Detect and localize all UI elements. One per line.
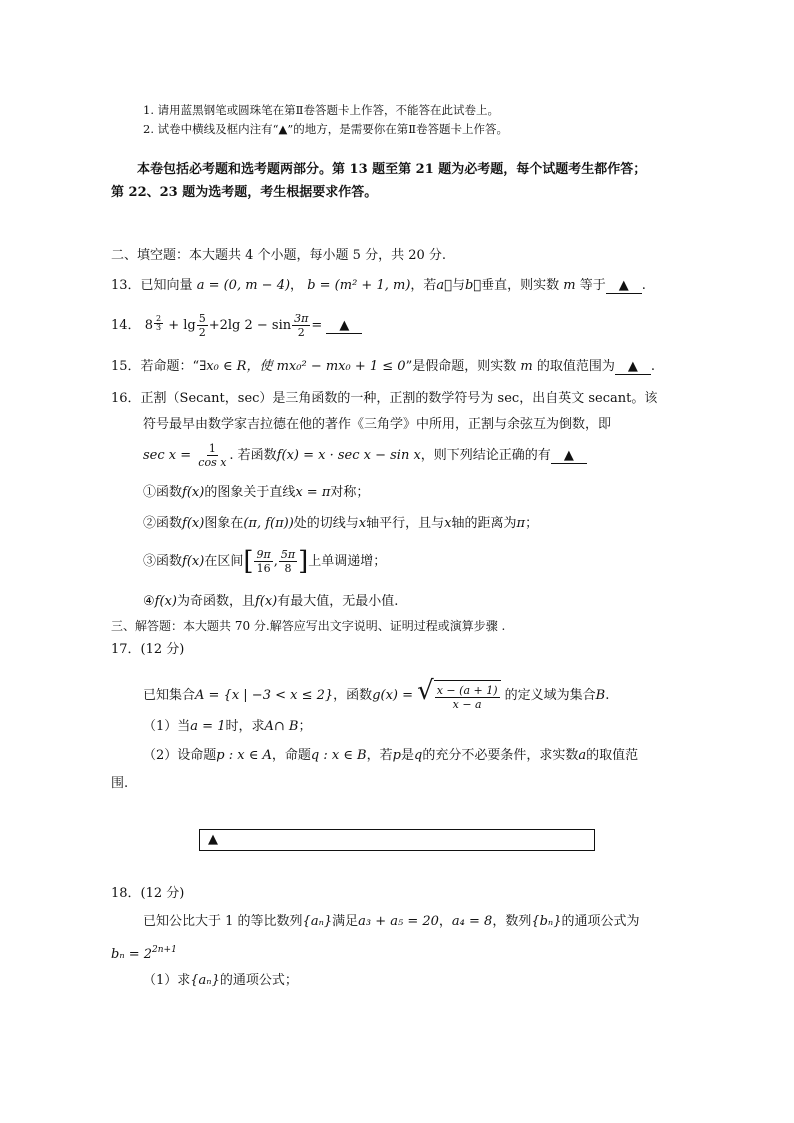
q17-text-b: ，函数: [333, 688, 373, 703]
q16-opt3-c: 上单调递增；: [308, 554, 387, 569]
intro-line-1: 本卷包括必考题和选考题两部分。第 13 题至第 21 题为必考题，每个试题考生都作答；: [137, 162, 647, 177]
q16-opt1-f: f(x): [182, 485, 205, 500]
q17-p2-c: ，若: [366, 748, 393, 763]
q16-opt1-a: ①函数: [143, 485, 183, 500]
q16-option-2: [143, 514, 538, 534]
q17-part-1: [143, 717, 311, 737]
q14-answer-blank: ▲: [326, 319, 362, 334]
instruction-2: 2. 试卷中横线及框内注有“▲”的地方，是需要你在第Ⅱ卷答题卡上作答。: [143, 122, 509, 136]
q16-opt2-x2: x: [444, 516, 452, 531]
q14-base: 8: [144, 318, 153, 333]
q13-text-e: 等于: [579, 278, 606, 293]
q15-text-c: 的取值范围为: [536, 359, 615, 374]
q17-p2-q: q : x ∈ B: [310, 748, 367, 763]
q18-bn-formula: [111, 940, 177, 965]
q13-answer-blank: ▲: [606, 279, 642, 294]
q18-text-d: ，数列: [492, 914, 532, 929]
q17-p2-a: （2）设命题: [143, 748, 217, 763]
q16-opt2-f2: 轴的距离为: [451, 516, 517, 531]
q18-text-a: 已知公比大于 1 的等比数列: [143, 914, 303, 929]
q18-text-c: ，: [438, 914, 452, 929]
q13-text-b: ，若: [410, 278, 437, 293]
q18-p1-seq: {aₙ}: [190, 973, 220, 988]
question-16-line-1: [111, 389, 657, 409]
q14-frac-1: $\frac{5}{2}$: [198, 312, 206, 339]
q16-opt4-b: 为奇函数，且: [176, 594, 255, 609]
q17-part-2-line-2: 围.: [111, 776, 129, 791]
q17-end: .: [605, 688, 610, 703]
q17-p1-expr: A∩ B: [264, 719, 299, 734]
question-16-line-2: 符号最早由数学家吉拉德在他的著作《三角学》中所用，正割与余弦互为倒数，即: [143, 417, 612, 432]
q17-p1-b: 时，求: [225, 719, 265, 734]
q16-sec-lhs: sec x =: [143, 448, 192, 463]
q13-sep: ，: [290, 278, 304, 293]
q16-line-1-text: 正割（Secant，sec）是三角函数的一种，正割的数学符号为 sec，出自英文 secant。该: [140, 391, 658, 406]
q17-p2-d: 是: [400, 748, 414, 763]
q16-opt3-f: f(x): [182, 554, 205, 569]
q13-text-d: 垂直，则实数: [481, 278, 560, 293]
q17-answer-box: [199, 829, 595, 851]
q16-opt4-a: ④: [143, 594, 155, 609]
q18-part-1: [143, 971, 298, 991]
q17-set-b: B: [595, 688, 606, 703]
q15-condition: ∃x₀ ∈ R，使 mx₀² − mx₀ + 1 ≤ 0: [199, 359, 406, 374]
q15-answer-blank: ▲: [615, 360, 651, 375]
q17-rad-frac: $\frac{x - (a + 1)}{x - a}$: [436, 684, 498, 711]
right-bracket-icon: ]: [298, 546, 309, 577]
q14-exponent: $\frac{2}{3}$: [155, 314, 162, 332]
sqrt-icon: √: [417, 676, 434, 706]
q18-seq-b: {bₙ}: [531, 914, 562, 929]
q16-opt2-a: ②函数: [143, 516, 183, 531]
q18-seq-a: {aₙ}: [302, 914, 333, 929]
q17-sqrt: [417, 676, 500, 715]
q17-number: 17．(12 分): [111, 642, 185, 657]
question-14: [111, 312, 362, 339]
q16-opt3-b: 在区间: [204, 554, 244, 569]
q13-text-c: 与: [451, 278, 465, 293]
q15-number: 15．: [111, 359, 141, 374]
answer-triangle-icon: ▲: [208, 832, 218, 847]
q16-opt2-c: (π, f(π)): [243, 516, 294, 531]
q17-p2-av: a: [578, 748, 587, 763]
q16-opt1-b: 的图象关于直线: [204, 485, 296, 500]
q16-sec-frac: $\frac{1}{\text{cos x}}$: [198, 442, 227, 469]
q17-p2-pv: p: [392, 748, 401, 763]
q16-opt2-x1: x: [358, 516, 367, 531]
q18-cond-1: a₃ + a₅ = 20: [358, 914, 439, 929]
q13-a-arrow-icon: a⃗: [436, 278, 452, 293]
q17-text-c: 的定义域为集合: [504, 688, 596, 703]
q13-end: .: [641, 278, 646, 293]
section-2-heading: 二、填空题：本大题共 4 个小题，每小题 5 分，共 20 分.: [111, 248, 447, 263]
q18-text-b: 满足: [332, 914, 359, 929]
q17-g: g(x) =: [372, 688, 414, 703]
q16-answer-blank: ▲: [551, 449, 587, 464]
q16-option-1: [143, 483, 369, 503]
q17-text-a: 已知集合: [143, 688, 196, 703]
q16-opt1-c: x = π: [295, 485, 331, 500]
q17-p2-f: 的取值范: [586, 748, 639, 763]
q16-number: 16．: [111, 391, 141, 406]
q16-opt1-d: 对称；: [330, 485, 370, 500]
q14-expr-c: +2lg 2 − sin: [208, 318, 292, 333]
q16-text-a: . 若函数: [229, 448, 277, 463]
q16-opt2-b: 图象在: [204, 516, 244, 531]
q17-p1-end: ；: [298, 719, 312, 734]
q18-bn-lhs: bₙ = 2: [111, 947, 153, 962]
q16-opt4-c: 有最大值，无最小值.: [277, 594, 399, 609]
q18-text-e: 的通项公式为: [561, 914, 640, 929]
q15-text-a: 若命题：“: [140, 359, 200, 374]
q13-vec-a: a = (0, m − 4): [196, 278, 291, 293]
left-bracket-icon: [: [243, 546, 254, 577]
q13-number: 13．: [111, 278, 141, 293]
question-15: [111, 357, 655, 377]
q17-stem: [143, 676, 609, 715]
q18-p1-b: 的通项公式；: [219, 973, 298, 988]
q15-var: m: [520, 359, 533, 374]
q15-end: .: [650, 359, 655, 374]
q17-p2-qv: q: [413, 748, 423, 763]
q13-var: m: [563, 278, 576, 293]
q16-option-4: [143, 592, 398, 612]
question-13: [111, 276, 646, 296]
q18-p1-a: （1）求: [143, 973, 191, 988]
q16-text-b: ，则下列结论正确的有: [420, 448, 551, 463]
q16-opt3-a: ③函数: [143, 554, 183, 569]
intro-line-2: 第 22、23 题为选考题，考生根据要求作答。: [111, 185, 378, 200]
q13-vec-b: b = (m² + 1, m): [307, 278, 411, 293]
q16-opt4-f: f(x): [154, 594, 177, 609]
q18-bn-exponent: 2n+1: [152, 945, 177, 955]
q15-text-b: ”是假命题，则实数: [405, 359, 517, 374]
q16-opt2-f: f(x): [182, 516, 205, 531]
q17-p1-a: （1）当: [143, 719, 191, 734]
q17-p2-p: p : x ∈ A: [216, 748, 272, 763]
q14-frac-2: $\frac{3\pi}{2}$: [294, 312, 309, 339]
instruction-1: 1. 请用蓝黑钢笔或圆珠笔在第Ⅱ卷答题卡上作答，不能答在此试卷上。: [143, 103, 499, 117]
q13-b-arrow-icon: b⃗: [464, 278, 482, 293]
q14-expr-d: =: [311, 318, 323, 333]
q16-opt3-right-frac: $\frac{5\pi}{8}$: [280, 548, 296, 575]
q13-text-a: 已知向量: [140, 278, 193, 293]
q17-set-a: A = {x | −3 < x ≤ 2}: [195, 688, 334, 703]
q17-p2-b: ，命题: [271, 748, 311, 763]
q16-opt2-pi: π: [516, 516, 526, 531]
q16-opt4-f2: f(x): [254, 594, 278, 609]
q17-p2-e: 的充分不必要条件，求实数: [422, 748, 579, 763]
q18-cond-2: a₄ = 8: [451, 914, 493, 929]
q17-part-2: [143, 746, 638, 766]
q16-function-def: f(x) = x · sec x − sin x: [276, 448, 421, 463]
q16-opt3-left-frac: $\frac{9\pi}{16}$: [256, 548, 271, 575]
q17-p1-cond: a = 1: [190, 719, 226, 734]
q16-option-3: ③函数f(x)在区间[ $\frac{9\pi}{16}$ , $\frac{5\pi}{8}$ ]上单调递增；: [143, 546, 387, 577]
q18-stem: [143, 912, 639, 932]
question-16-line-3: [143, 441, 587, 471]
q18-number: 18．(12 分): [111, 886, 185, 901]
q16-opt2-d: 处的切线与: [293, 516, 359, 531]
q14-number: 14．: [111, 318, 141, 333]
q14-expr-b: + lg: [168, 318, 196, 333]
q16-opt2-e: 轴平行，且与: [366, 516, 445, 531]
q16-opt2-end: ；: [525, 516, 539, 531]
section-3-heading: 三、解答题：本大题共 70 分.解答应写出文字说明、证明过程或演算步骤 .: [111, 619, 506, 633]
